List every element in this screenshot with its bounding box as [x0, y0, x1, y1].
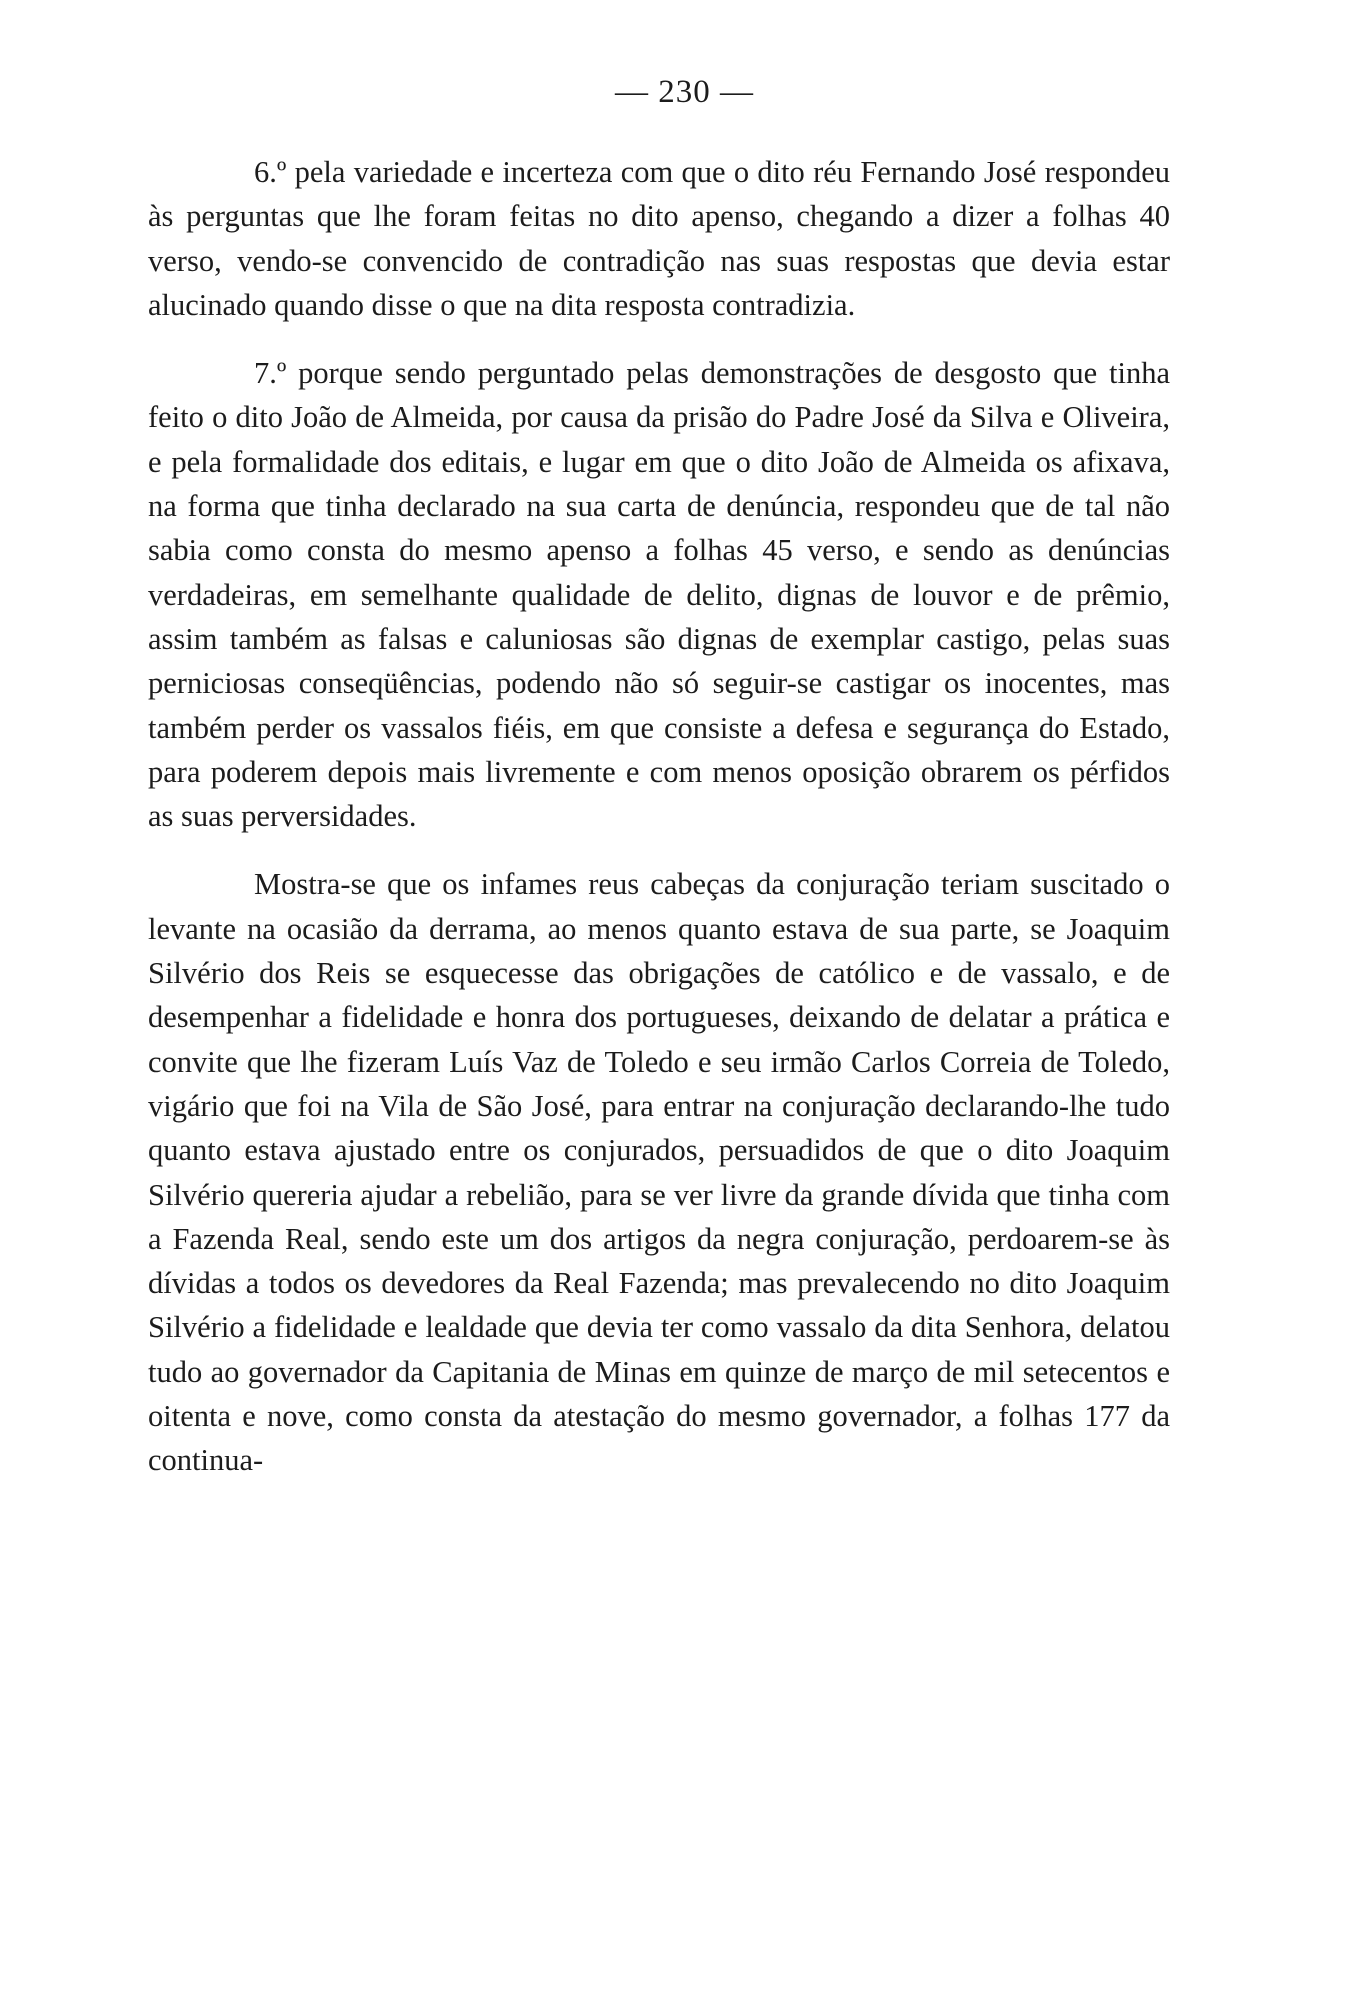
paragraph-conjuracao: Mostra-se que os infames reus cabeças da conjuração teriam suscitado o levante na ocasião da derrama, ao menos quanto estava de sua parte, se Joaquim Silvério dos Reis se esquecesse das obrigações de católico e de vassalo, e de desempenhar a fidelidade e honra dos portugueses, deixando de delatar a prática e convite que lhe fizeram Luís Vaz de Toledo e seu irmão Carlos Correia de Toledo, vigário que foi na Vila de São José, para entrar na conjuração declarando-lhe tudo quanto estava ajustado entre os conjurados, persuadidos de que o dito Joaquim Silvério quereria ajudar a rebelião, para se ver livre da grande dívida que tinha com a Fazenda Real, sendo este um dos artigos da negra conjuração, perdoarem-se às dívidas a todos os devedores da Real Fazenda; mas prevalecendo no dito Joaquim Silvério a fidelidade e lealdade que devia ter como vassalo da dita Senhora, delatou tudo ao governador da Capitania de Minas em quinze de março de mil setecentos e oitenta e nove, como consta da atestação do mesmo governador, a folhas 177 da continua- [148, 867, 1170, 1478]
page-number: — 230 — [615, 74, 754, 110]
paragraph-item-7: 7.º porque sendo perguntado pelas demonstrações de desgosto que tinha feito o dito João de Almeida, por causa da prisão do Padre José da Silva e Oliveira, e pela formalidade dos editais, e lugar em que o dito João de Almeida os afixava, na forma que tinha declarado na sua carta de denúncia, respondeu que de tal não sabia como consta do mesmo apenso a folhas 45 verso, e sendo as denúncias verdadeiras, em semelhante qualidade de delito, dignas de louvor e de prêmio, assim também as falsas e caluniosas são dignas de exemplar castigo, pelas suas perniciosas conseqüências, podendo não só seguir-se castigar os inocentes, mas também perder os vassalos fiéis, em que consiste a defesa e segurança do Estado, para poderem depois mais livremente e com menos oposição obrarem os pérfidos as suas perversidades. [148, 356, 1170, 834]
paragraph-item-6: 6.º pela variedade e incerteza com que o dito réu Fernando José respondeu às perguntas que lhe foram feitas no dito apenso, chegando a dizer a folhas 40 verso, vendo-se convencido de contradição nas suas respostas que devia estar alucinado quando disse o que na dita resposta contradizia. [148, 155, 1170, 322]
body-text [148, 150, 1170, 1483]
